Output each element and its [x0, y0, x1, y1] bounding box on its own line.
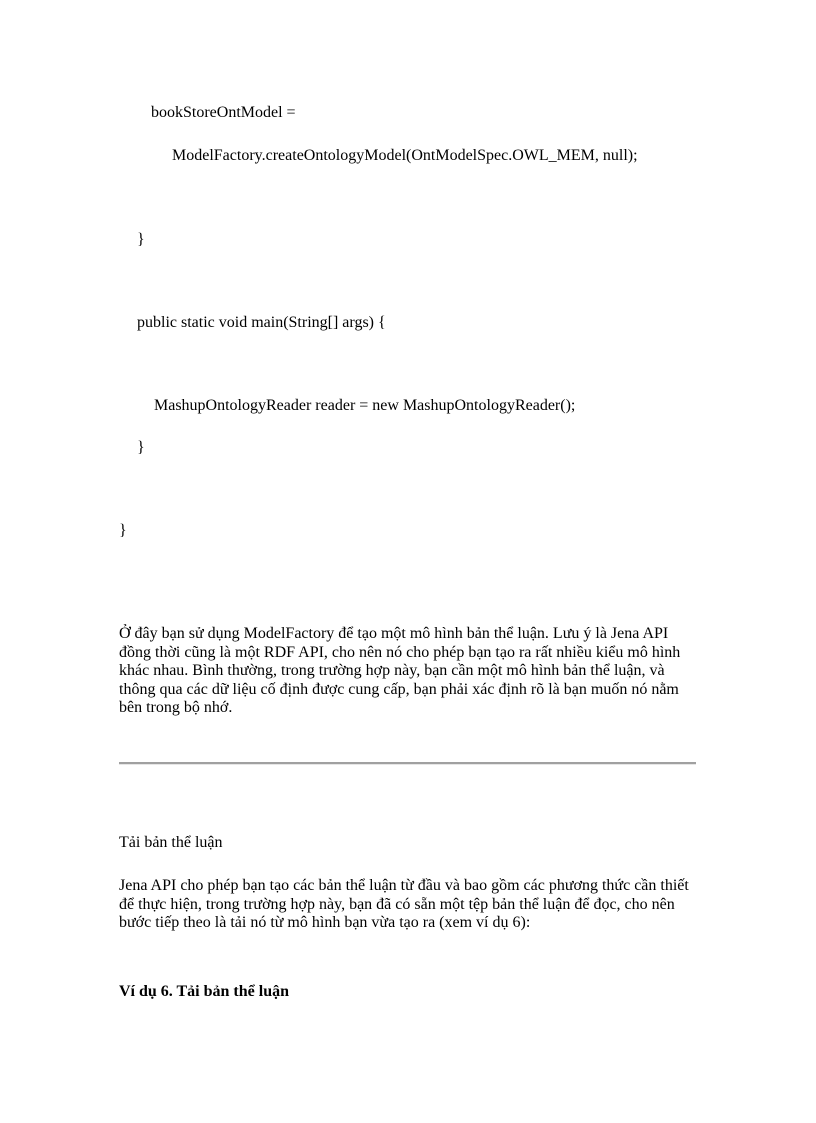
code-line-main-signature: public static void main(String[] args) { — [137, 314, 386, 331]
code-line-assignment: bookStoreOntModel = — [151, 104, 296, 121]
code-line-close-brace-class: } — [119, 522, 127, 539]
example-heading: Ví dụ 6. Tải bản thể luận — [119, 983, 289, 1000]
code-line-new-reader: MashupOntologyReader reader = new MashupOntologyReader(); — [154, 397, 576, 414]
code-line-create-model: ModelFactory.createOntologyModel(OntModelSpec.OWL_MEM, null); — [172, 147, 638, 164]
body-paragraph-loading: Jena API cho phép bạn tạo các bản thể luận từ đầu và bao gồm các phương thức cần thiết để thực hiện, trong trường hợp này, bạn đã có sẵn một tệp bản thể luận để đọc, cho nên bước tiếp theo là tải nó từ mô hình bạn vừa tạo ra (xem ví dụ 6): — [119, 877, 689, 931]
body-paragraph-model-factory: Ở đây bạn sử dụng ModelFactory để tạo một mô hình bản thể luận. Lưu ý là Jena API đồng thời cũng là một RDF API, cho nên nó cho phép bạn tạo ra rất nhiều kiểu mô hình khác nhau. Bình thường, trong trường hợp này, bạn cần một mô hình bản thể luận, và thông qua các dữ liệu cố định được cung cấp, bạn phải xác định rõ là bạn muốn nó nằm bên trong bộ nhớ. — [119, 625, 681, 716]
section-title: Tải bản thể luận — [119, 834, 223, 851]
code-line-close-brace-main: } — [137, 439, 145, 456]
code-line-close-brace: } — [137, 231, 145, 248]
horizontal-rule — [119, 762, 696, 765]
